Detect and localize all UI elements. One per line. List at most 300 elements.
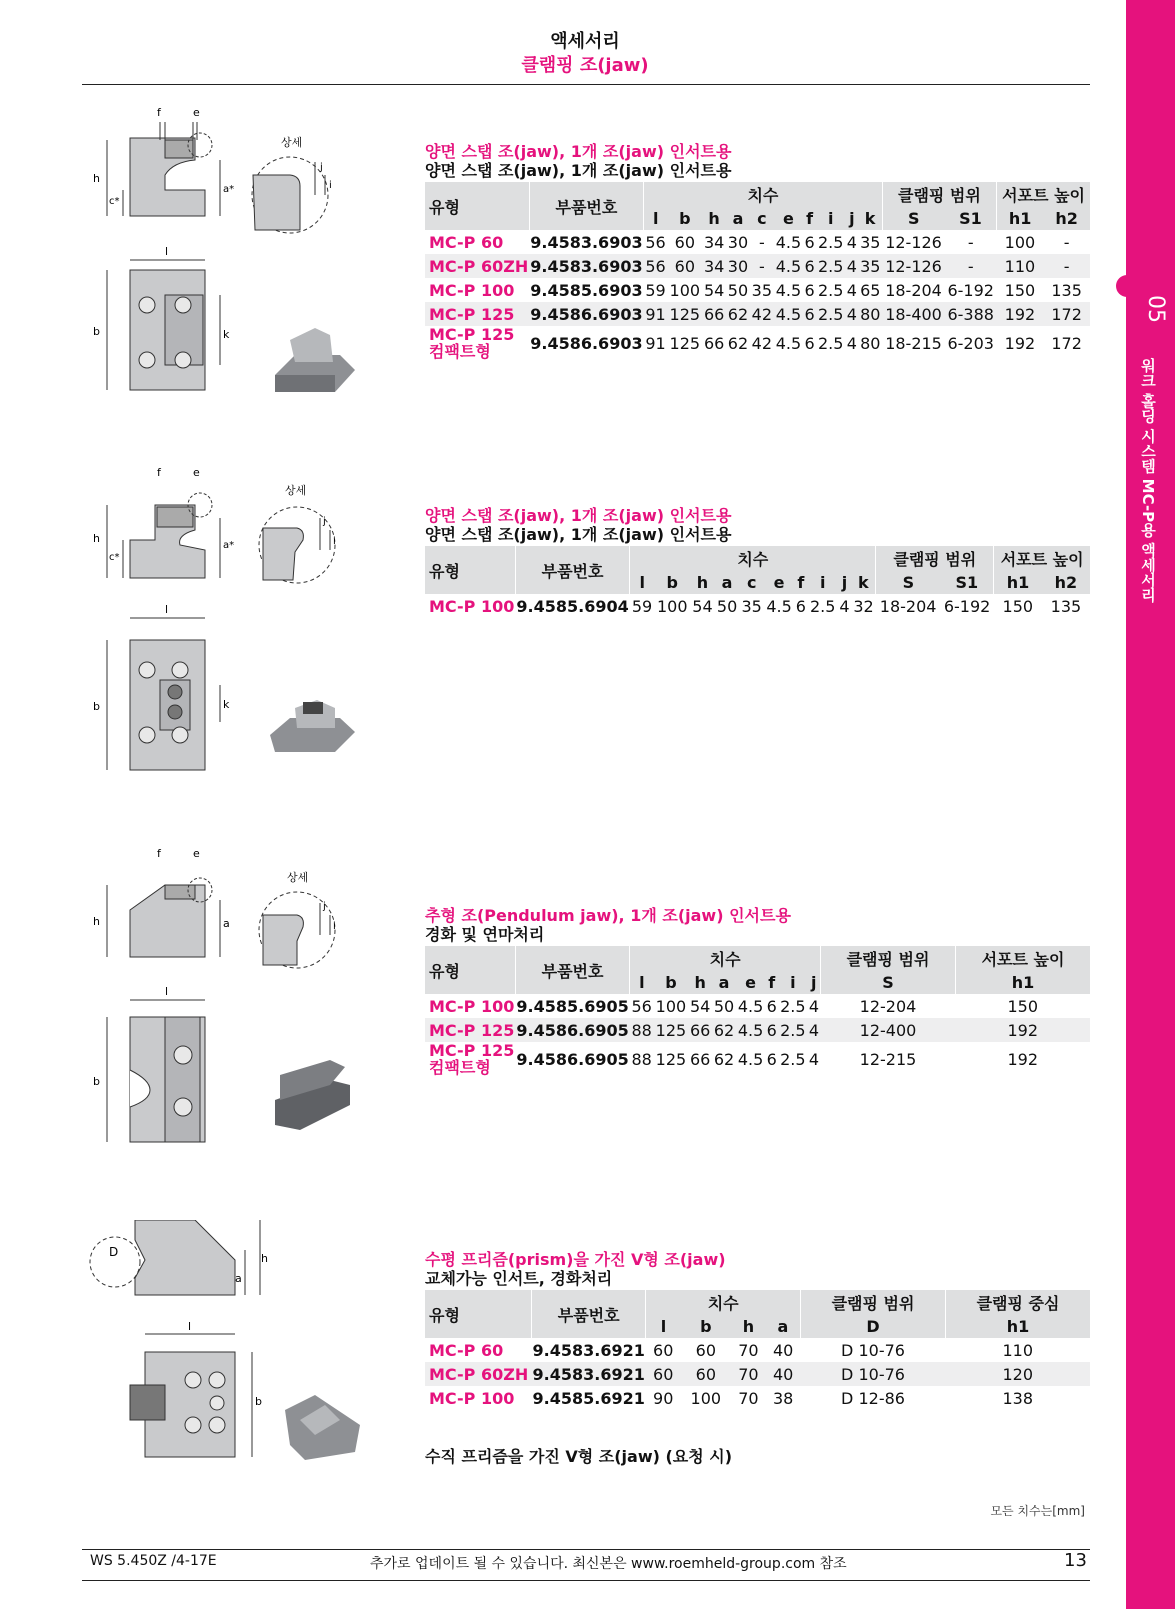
cell: 70 (738, 1388, 759, 1408)
range-header: S (821, 970, 956, 994)
cell: 42 (751, 333, 773, 353)
row-part: 9.4585.6905 (516, 996, 629, 1016)
product-render (270, 700, 355, 752)
table-row (425, 594, 1090, 618)
figure-stepped-jaw-2 (85, 460, 370, 780)
cell: 56 (645, 232, 666, 252)
label-e: e (193, 466, 200, 479)
cell: 6-192 (947, 280, 994, 300)
cell: 60 (653, 1340, 674, 1360)
cell: 56 (631, 996, 652, 1016)
label-D: D (109, 1245, 119, 1259)
table-row (425, 1338, 1090, 1362)
label-h: h (93, 915, 100, 928)
dim-header: l (646, 1314, 681, 1338)
cell: 59 (645, 280, 666, 300)
dim-header: b (667, 206, 702, 230)
cell: 65 (860, 280, 881, 300)
row-part: 9.4585.6904 (516, 596, 629, 616)
dim-header: h (702, 206, 726, 230)
cell: 62 (712, 1018, 736, 1042)
dim-header: b (681, 1314, 732, 1338)
label-k: k (223, 328, 230, 341)
dim-header: a (715, 570, 740, 594)
cell: 6 (803, 302, 816, 326)
section-stepped-jaw-2 (425, 506, 1090, 618)
cell: 4.5 (737, 996, 764, 1016)
cell: 91 (645, 333, 666, 353)
cell: 60 (695, 1340, 716, 1360)
cell: 66 (690, 1049, 711, 1069)
cell: 100 (669, 280, 701, 300)
col-header-range: 클램핑 범위 (801, 1290, 946, 1314)
cell: 110 (997, 254, 1044, 278)
cell: 100 (690, 1388, 722, 1408)
cell: 35 (751, 280, 773, 300)
row-type-line1: MC-P 125 (429, 1041, 515, 1060)
dim-header: a (712, 970, 736, 994)
dim-header: k (858, 206, 882, 230)
cell: 192 (956, 1018, 1091, 1042)
cell: 66 (703, 333, 725, 353)
label-b: b (93, 700, 100, 713)
label-h: h (261, 1252, 268, 1265)
cell: 4 (839, 596, 850, 616)
dim-header: i (808, 570, 838, 594)
row-type: MC-P 60 (429, 232, 504, 252)
detail-circle (252, 157, 328, 233)
cell: 6 (795, 596, 806, 616)
cell: 6 (766, 1049, 777, 1069)
dim-header: j (838, 570, 851, 594)
row-type: MC-P 125 (425, 1018, 515, 1042)
cell: 62 (713, 1049, 735, 1069)
dim-header: i (778, 970, 807, 994)
col-header-dims: 치수 (630, 946, 821, 970)
cell: 91 (644, 302, 668, 326)
cell: 2.5 (817, 280, 844, 300)
side-view-drawing (90, 1220, 268, 1295)
cell: 4.5 (766, 596, 792, 616)
cell: 34 (703, 232, 725, 252)
row-part: 9.4586.6903 (529, 302, 643, 326)
label-e: e (193, 847, 200, 860)
top-view-drawing (93, 603, 230, 770)
cell: 12-400 (821, 1018, 956, 1042)
row-type (425, 1042, 515, 1076)
side-view-drawing (107, 878, 220, 957)
spec-table (425, 1290, 1090, 1410)
support-header: h2 (1043, 206, 1090, 230)
row-type (425, 326, 529, 360)
cell: 90 (653, 1388, 674, 1408)
cell: 4.5 (774, 302, 803, 326)
cell: 2.5 (780, 1049, 806, 1069)
cell: 4.5 (775, 333, 802, 353)
dim-header: h (690, 570, 715, 594)
cell: 40 (766, 1362, 801, 1386)
dim-header: l (630, 570, 655, 594)
cell: 6 (766, 996, 777, 1016)
row-part: 9.4586.6905 (516, 1049, 629, 1069)
dim-header: f (803, 206, 816, 230)
side-view-drawing (107, 493, 220, 578)
col-header-dims: 치수 (630, 546, 876, 570)
row-part: 9.4585.6921 (532, 1388, 645, 1408)
label-j: j (323, 901, 326, 912)
cell: D 10-76 (801, 1362, 946, 1386)
cell: 59 (631, 596, 653, 616)
page-header (80, 30, 1090, 78)
label-a: a* (223, 540, 235, 551)
cell: 110 (1002, 1340, 1034, 1360)
dim-header: k (851, 570, 876, 594)
range-header: S (882, 206, 945, 230)
cell: 60 (667, 254, 702, 278)
support-header: h1 (994, 570, 1042, 594)
spec-table (425, 546, 1090, 618)
table-row (425, 1386, 1090, 1410)
cell: 32 (853, 596, 874, 616)
cell: 54 (692, 596, 713, 616)
cell: 66 (702, 302, 726, 326)
cell: 172 (1051, 333, 1082, 353)
footer-update-note: 추가로 업데이트 될 수 있습니다. 최신본은 www.roemheld-group.com 참조 (370, 1556, 847, 1572)
top-view-drawing (93, 985, 205, 1142)
cell: 6 (804, 333, 815, 353)
label-e: e (193, 106, 200, 119)
cell: 125 (655, 1049, 687, 1069)
col-header-dims: 치수 (646, 1290, 801, 1314)
label-a: a (235, 1272, 242, 1285)
cell: 18-215 (885, 333, 942, 353)
row-part: 9.4583.6921 (532, 1340, 645, 1360)
cell: 6 (765, 1018, 778, 1042)
header-rule (82, 84, 1090, 85)
side-view-drawing (107, 122, 220, 216)
col-header-type: 유형 (425, 1290, 532, 1338)
cell: 100 (656, 596, 688, 616)
dim-header: h (688, 970, 712, 994)
cell: 2.5 (817, 333, 844, 353)
col-header-part: 부품번호 (515, 546, 629, 594)
header-category: 액세서리 (550, 31, 620, 52)
cell: 6 (804, 280, 815, 300)
cell: 12-204 (859, 996, 917, 1016)
cell: 150 (1004, 280, 1036, 300)
cell: 6 (804, 232, 815, 252)
table-row (425, 1042, 1090, 1076)
cell: 150 (1007, 996, 1039, 1016)
cell: 50 (716, 596, 738, 616)
cell: 150 (1002, 596, 1034, 616)
row-part: 9.4586.6905 (515, 1018, 629, 1042)
product-render (275, 328, 355, 392)
dim-header: a (766, 1314, 801, 1338)
label-i: i (333, 921, 336, 932)
product-render (275, 1060, 350, 1130)
cell: 4 (808, 1049, 820, 1069)
label-f: f (157, 466, 161, 479)
cell: D 12-86 (841, 1388, 905, 1408)
cell: 80 (858, 302, 882, 326)
row-part: 9.4583.6921 (532, 1362, 646, 1386)
cell: 54 (703, 280, 725, 300)
cell: 6-203 (947, 333, 994, 353)
cell: 2.5 (817, 232, 844, 252)
label-k: k (223, 698, 230, 711)
label-a: a* (223, 184, 235, 195)
label-f: f (157, 106, 161, 119)
cell: 18-400 (882, 302, 945, 326)
cell: 4.5 (775, 232, 802, 252)
row-type: MC-P 100 (429, 996, 515, 1016)
cell: 6 (803, 254, 816, 278)
cell: 4.5 (774, 254, 803, 278)
label-l: l (165, 603, 169, 616)
cell: 60 (674, 232, 695, 252)
unit-note: 모든 치수는[mm] (990, 1504, 1085, 1518)
cell: 2.5 (809, 596, 836, 616)
cell: 135 (1050, 596, 1082, 616)
row-type: MC-P 60 (429, 1340, 504, 1360)
label-detail: 상세 (285, 484, 307, 497)
range-header: S1 (945, 206, 997, 230)
table-row (425, 326, 1090, 360)
cell: 88 (630, 1018, 654, 1042)
dim-header: e (764, 570, 794, 594)
figure-pendulum-jaw (85, 845, 370, 1150)
cell: 192 (1007, 1049, 1039, 1069)
cell: 125 (669, 333, 701, 353)
section-title: 양면 스탭 조(jaw), 1개 조(jaw) 인서트용 (425, 506, 732, 525)
cell: 12-215 (859, 1049, 917, 1069)
dim-header: a (726, 206, 750, 230)
dim-header: l (630, 970, 654, 994)
label-j: j (320, 162, 323, 173)
col-header-part: 부품번호 (515, 946, 629, 994)
dim-header: j (807, 970, 820, 994)
dim-header: b (654, 970, 689, 994)
row-type-line2: 컴팩트형 (429, 342, 491, 361)
cell: 6-192 (943, 596, 991, 616)
chapter-number: 05 (1143, 295, 1168, 323)
cell: 100 (1004, 232, 1036, 252)
cell: 172 (1043, 302, 1090, 326)
section-subtitle: 양면 스탭 조(jaw), 1개 조(jaw) 인서트용 (425, 525, 732, 544)
cell: 80 (860, 333, 881, 353)
page-number: 13 (1064, 1550, 1087, 1571)
label-a: a (223, 917, 230, 930)
cell: 192 (1004, 333, 1036, 353)
footer-rule-top (82, 1549, 1090, 1550)
label-c: c* (109, 196, 120, 207)
label-j: j (323, 516, 326, 527)
cell: 60 (646, 1362, 681, 1386)
table-row (425, 302, 1090, 326)
table-row (425, 1018, 1090, 1042)
cell: 135 (1051, 280, 1082, 300)
dim-header: j (845, 206, 858, 230)
col-header-type: 유형 (425, 946, 515, 994)
section-v-jaw (425, 1250, 1090, 1410)
col-header-type: 유형 (425, 546, 515, 594)
footer-doc-code: WS 5.450Z /4-17E (90, 1553, 217, 1569)
label-detail: 상세 (287, 871, 309, 884)
dim-header: c (739, 570, 764, 594)
dim-header: f (794, 570, 807, 594)
cell: 192 (997, 302, 1044, 326)
label-b: b (255, 1395, 262, 1408)
range-header: S (876, 570, 941, 594)
section-subtitle: 교체가능 인서트, 경화처리 (425, 1269, 613, 1288)
cell: 62 (726, 302, 750, 326)
cell: 4 (845, 302, 858, 326)
cell: 2.5 (816, 254, 845, 278)
cell: 4 (846, 232, 857, 252)
top-view-drawing (130, 1320, 262, 1457)
cell: 18-204 (879, 596, 937, 616)
dim-header: i (816, 206, 845, 230)
col-header-support: 서포트 높이 (994, 546, 1090, 570)
cell: 35 (741, 596, 762, 616)
chapter-title: 워크 홀딩 시스템 MC-P용 액세서리 (1139, 358, 1157, 603)
label-b: b (93, 1075, 100, 1088)
cell: 30 (726, 254, 750, 278)
cell: 38 (772, 1388, 794, 1408)
cell: - (758, 232, 765, 252)
cell: 2.5 (816, 302, 845, 326)
support-header: h1 (946, 1314, 1091, 1338)
dim-header: f (765, 970, 778, 994)
label-l: l (188, 1320, 192, 1333)
col-header-support: 서포트 높이 (997, 182, 1090, 206)
label-l: l (165, 245, 169, 258)
label-f: f (157, 847, 161, 860)
section-pendulum-jaw (425, 906, 1090, 1076)
cell: - (1063, 232, 1070, 252)
figure-v-jaw (85, 1220, 370, 1470)
cell: 12-126 (882, 254, 945, 278)
cell: 70 (731, 1362, 766, 1386)
cell: 35 (858, 254, 882, 278)
section-stepped-jaw-1 (425, 142, 1090, 360)
dim-header: b (654, 570, 690, 594)
dim-header: e (736, 970, 765, 994)
cell: 34 (702, 254, 726, 278)
section-title: 추형 조(Pendulum jaw), 1개 조(jaw) 인서트용 (425, 906, 791, 925)
chapter-sidebar (1126, 0, 1175, 1609)
cell: 30 (727, 232, 749, 252)
label-h: h (93, 172, 100, 185)
label-i: i (333, 536, 336, 547)
cell: 40 (772, 1340, 794, 1360)
cell: 138 (1002, 1388, 1034, 1408)
row-type: MC-P 60ZH (425, 1362, 532, 1386)
cell: 4 (846, 280, 857, 300)
cell: - (967, 232, 974, 252)
label-i: i (329, 180, 332, 191)
label-detail: 상세 (281, 136, 303, 149)
vertical-prism-note: 수직 프리즘을 가진 V형 조(jaw) (요청 시) (425, 1447, 733, 1466)
spec-table (425, 946, 1090, 1076)
dim-header: c (750, 206, 774, 230)
row-type: MC-P 100 (429, 596, 515, 616)
row-part: 9.4583.6903 (529, 254, 643, 278)
col-header-range: 클램핑 범위 (821, 946, 956, 970)
cell: 70 (738, 1340, 759, 1360)
range-header: D (801, 1314, 946, 1338)
col-header-type: 유형 (425, 182, 529, 230)
cell: 50 (713, 996, 735, 1016)
chapter-tab (1116, 275, 1175, 297)
cell: 35 (860, 232, 881, 252)
cell: 4.5 (737, 1049, 764, 1069)
cell: 60 (681, 1362, 732, 1386)
cell: 88 (631, 1049, 652, 1069)
figure-stepped-jaw-1 (85, 100, 370, 400)
spec-table (425, 182, 1090, 360)
cell: 42 (750, 302, 774, 326)
cell: 125 (667, 302, 702, 326)
cell: 50 (727, 280, 749, 300)
section-title: 수평 프리즘(prism)을 가진 V형 조(jaw) (425, 1250, 726, 1269)
cell: 66 (688, 1018, 712, 1042)
label-h: h (93, 532, 100, 545)
col-header-support: 클램핑 중심 (946, 1290, 1091, 1314)
cell: 4 (808, 996, 820, 1016)
row-type: MC-P 100 (429, 280, 515, 300)
cell: 6-388 (945, 302, 997, 326)
cell: D 10-76 (841, 1340, 905, 1360)
row-type: MC-P 60ZH (425, 254, 529, 278)
col-header-range: 클램핑 범위 (876, 546, 994, 570)
cell: - (1043, 254, 1090, 278)
cell: - (750, 254, 774, 278)
row-part: 9.4586.6903 (530, 333, 643, 353)
cell: 4.5 (736, 1018, 765, 1042)
support-header: h2 (1042, 570, 1090, 594)
cell: 4.5 (775, 280, 802, 300)
row-type: MC-P 125 (425, 302, 529, 326)
cell: 4 (807, 1018, 820, 1042)
section-subtitle: 양면 스탭 조(jaw), 1개 조(jaw) 인서트용 (425, 161, 732, 180)
dim-header: e (774, 206, 803, 230)
row-type: MC-P 100 (429, 1388, 515, 1408)
row-type-line1: MC-P 125 (429, 325, 515, 344)
cell: 125 (654, 1018, 689, 1042)
support-header: h1 (997, 206, 1044, 230)
dim-header: h (731, 1314, 766, 1338)
cell: 54 (690, 996, 711, 1016)
top-view-drawing (93, 245, 230, 390)
cell: 4 (845, 254, 858, 278)
footer-rule-bottom (82, 1580, 1090, 1581)
row-part: 9.4583.6903 (530, 232, 643, 252)
table-row (425, 278, 1090, 302)
col-header-range: 클램핑 범위 (882, 182, 996, 206)
label-b: b (93, 325, 100, 338)
range-header: S1 (940, 570, 993, 594)
cell: 62 (727, 333, 749, 353)
cell: 4 (846, 333, 857, 353)
label-c: c* (109, 552, 120, 563)
table-row (425, 254, 1090, 278)
dim-header: l (644, 206, 668, 230)
cell: 12-126 (885, 232, 942, 252)
product-render (285, 1395, 360, 1460)
col-header-part: 부품번호 (529, 182, 643, 230)
